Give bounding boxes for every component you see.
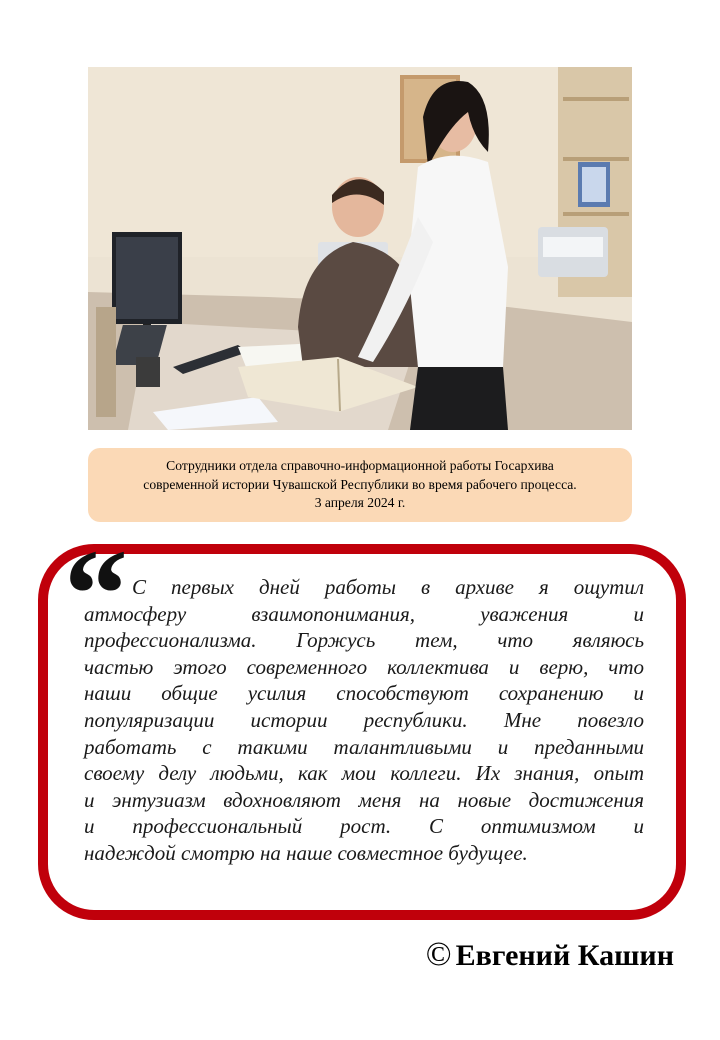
quote-line: работать с такими талантливыми и преданными <box>84 734 644 759</box>
quote-mark-icon: “ <box>64 523 128 665</box>
quote-line: своему делу людьми, как мои коллеги. Их знания, опыт <box>84 761 644 786</box>
quote-text <box>84 574 644 867</box>
photo-caption <box>88 448 632 522</box>
quote-line: и профессиональный рост. С оптимизмом и <box>84 814 644 839</box>
author-name: Евгений Кашин <box>455 939 674 972</box>
author-signature <box>426 936 674 974</box>
quote-line: популяризации истории республики. Мне повезло <box>84 707 644 732</box>
quote-line: надеждой смотрю на наше совместное будущее. <box>84 840 528 865</box>
quote-line: и энтузиазм вдохновляют меня на новые достижения <box>84 787 644 812</box>
quote-line: профессионализма. Горжусь тем, что являюсь <box>84 628 644 653</box>
quote-line: наши общие усилия способствуют сохранению и <box>84 681 644 706</box>
office-photo <box>88 67 632 430</box>
office-photo-icon <box>88 67 632 430</box>
quote-line: С первых дней работы в архиве я ощутил <box>132 575 644 599</box>
caption-line-1: Сотрудники отдела справочно-информационной работы Госархива <box>166 458 554 473</box>
quote-line: частью этого современного коллектива и верю, что <box>84 654 644 679</box>
copyright-icon: © <box>425 936 452 973</box>
quote-line: атмосферу взаимопонимания, уважения и <box>84 601 644 626</box>
caption-date: 3 апреля 2024 г. <box>314 495 406 510</box>
caption-line-2: современной истории Чувашской Республики во время рабочего процесса. <box>143 476 577 492</box>
